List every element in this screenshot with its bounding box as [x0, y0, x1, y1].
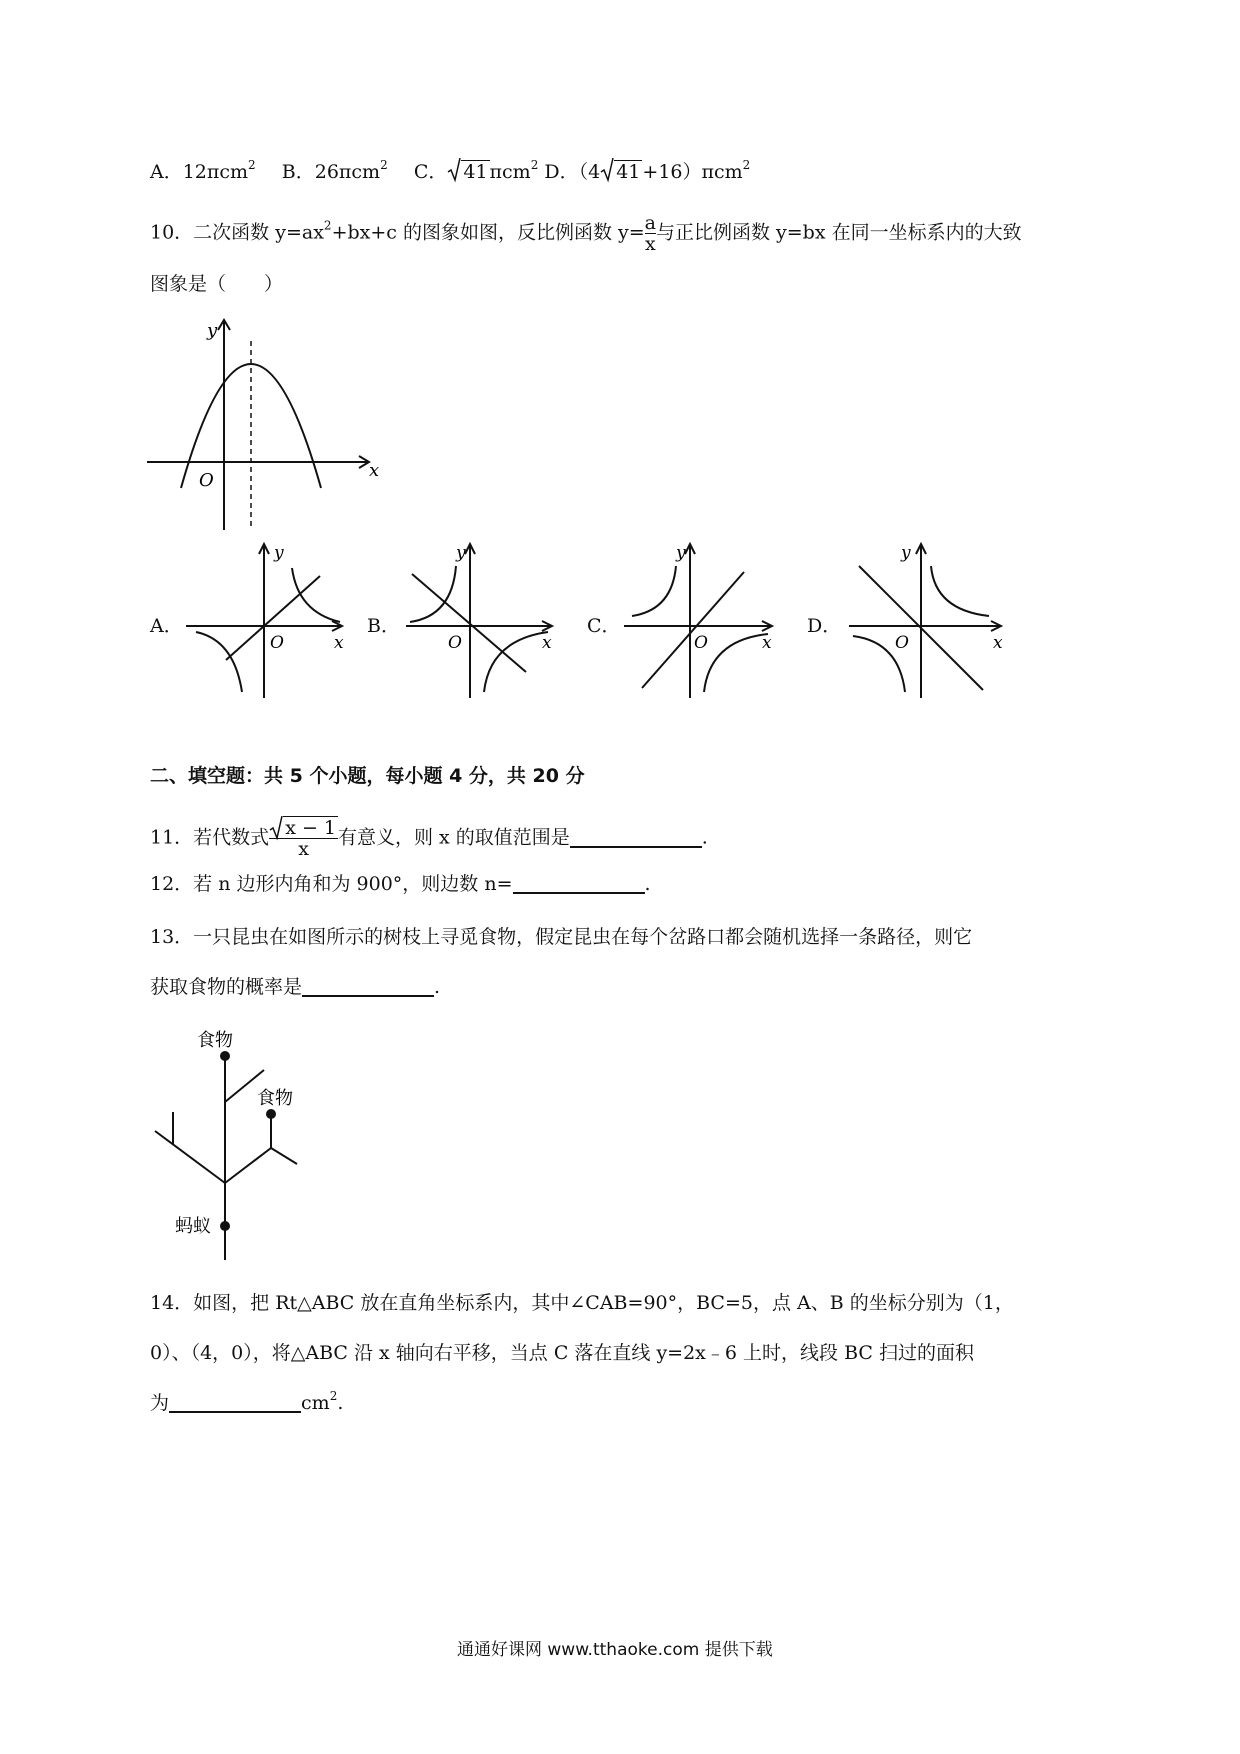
svg-text:x: x	[993, 633, 1003, 653]
hyperbola-q1	[931, 566, 989, 616]
svg-text:y: y	[456, 543, 466, 563]
y-label: y	[207, 320, 218, 341]
q14-stem-line2: 0）、（4，0），将△ABC 沿 x 轴向右平移，当点 C 落在直线 y=2x﹣6 上时，线段 BC 扫过的面积	[150, 1342, 974, 1364]
q9-options	[150, 160, 750, 184]
right-twig-down	[271, 1148, 297, 1164]
q10-stem-line2: 图象是（ ）	[150, 273, 284, 295]
q12-answer-blank[interactable]	[513, 874, 645, 894]
hyperbola-q2	[410, 566, 456, 622]
q10-option-a-graph	[180, 540, 350, 698]
q11-stem: 11．若代数式 $\frac{x - 1}{x}$ 有意义，则 x 的取值范围是 .	[150, 817, 708, 860]
q13-answer-blank[interactable]	[302, 977, 434, 997]
svg-text:x: x	[542, 633, 552, 653]
ant-label: 蚂蚁	[175, 1216, 211, 1237]
q13-tree-figure	[147, 1020, 307, 1260]
left-branch	[155, 1131, 225, 1183]
food-right-dot	[266, 1109, 276, 1119]
svg-text:x: x	[762, 633, 772, 653]
hyperbola-q2	[632, 566, 676, 616]
q10-option-d-letter: D．	[807, 615, 842, 637]
svg-text:O: O	[694, 633, 708, 653]
q14-stem-line1: 14．如图，把 Rt△ABC 放在直角坐标系内，其中∠CAB=90°，BC=5，点 A、B 的坐标分别为（1，	[150, 1292, 1014, 1314]
hyperbola-q4	[704, 634, 768, 692]
svg-text:O: O	[448, 633, 462, 653]
hyperbola-q3	[196, 632, 242, 692]
svg-text:x: x	[334, 633, 344, 653]
q11-answer-blank[interactable]	[570, 828, 702, 848]
hyperbola-q4	[484, 632, 548, 692]
q10-option-a-letter: A．	[150, 615, 183, 637]
q10-option-b-letter: B．	[367, 615, 400, 637]
fraction-sqrt-over-x: $\frac{x - 1}{x}$	[269, 818, 338, 859]
q14-stem-line3: 为 $cm^2$.	[150, 1389, 344, 1414]
svg-text:O: O	[895, 633, 909, 653]
q10-option-b-graph	[400, 540, 560, 698]
sqrt-symbol: 41	[447, 160, 489, 184]
q12-stem: 12．若 n 边形内角和为 900°，则边数 n= .	[150, 873, 651, 895]
svg-text:y: y	[901, 543, 911, 563]
food-top-dot	[220, 1051, 230, 1061]
q10-option-d-graph	[843, 540, 1013, 698]
origin-label: O	[199, 470, 214, 491]
q10-stem-line1: 10．二次函数 $y=ax^2+bx+c$ 的图象如图，反比例函数 y= $\frac{a}{x}$ 与正比例函数 y=bx 在同一坐标系内的大致	[150, 212, 1022, 255]
x-label: x	[369, 460, 380, 481]
q9-option-b: B．26πcm$^2$	[281, 158, 388, 183]
q13-stem-line1: 13．一只昆虫在如图所示的树枝上寻觅食物，假定昆虫在每个岔路口都会随机选择一条路径，则它	[150, 926, 973, 948]
q14-answer-blank[interactable]	[169, 1393, 301, 1413]
q13-stem-line2: 获取食物的概率是 .	[150, 976, 441, 998]
q10-option-c-letter: C．	[587, 615, 621, 637]
q10-option-c-graph	[620, 540, 780, 698]
food-top-label: 食物	[197, 1030, 233, 1051]
q9-option-d: D．（4 41 +16）πcm$^2$	[544, 158, 751, 183]
q10-parabola-graph	[147, 316, 387, 530]
section-2-heading: 二、填空题：共 5 个小题，每小题 4 分，共 20 分	[150, 765, 585, 787]
sqrt-symbol: x − 1	[269, 818, 338, 838]
sqrt-symbol: 41	[600, 160, 642, 184]
svg-text:y: y	[676, 543, 686, 563]
fraction-a-over-x: $\frac{a}{x}$	[644, 212, 656, 255]
q9-option-c: C． 41 πcm$^2$	[413, 158, 539, 183]
food-right-label: 食物	[257, 1088, 293, 1109]
right-branch	[225, 1148, 271, 1183]
page-footer: 通通好课网 www.tthaoke.com 提供下载	[457, 1640, 773, 1660]
q9-option-a: A．12πcm$^2$	[150, 158, 256, 183]
svg-text:O: O	[270, 633, 284, 653]
ant-dot	[220, 1221, 230, 1231]
svg-text:y: y	[274, 543, 284, 563]
line-y-bx	[642, 572, 744, 688]
